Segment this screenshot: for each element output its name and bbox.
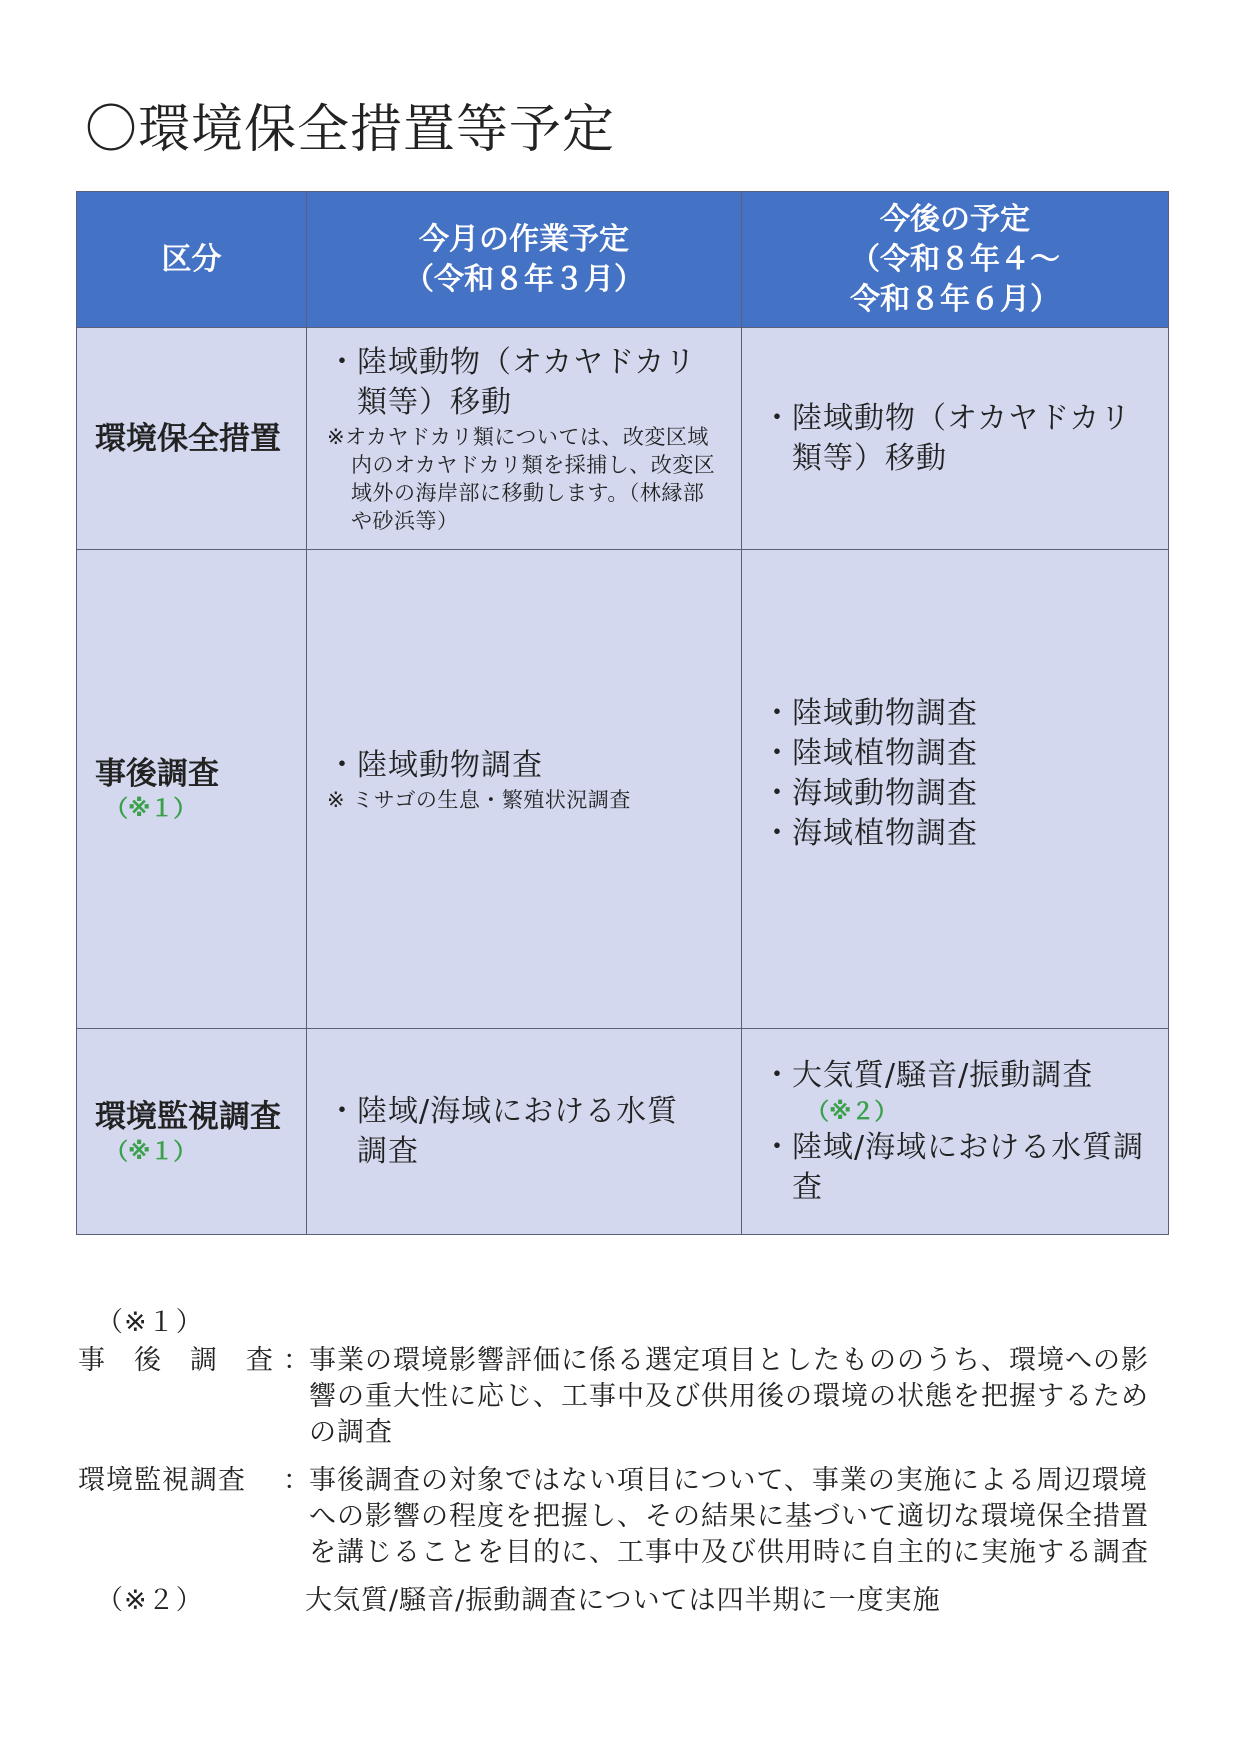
header-future-line-1: 今後の予定 xyxy=(880,201,1030,237)
table-row xyxy=(77,550,1169,1029)
category-note: （※１） xyxy=(105,1138,197,1165)
cell-note: ※オカヤドカリ類については、改変区域内のオカヤドカリ類を採捕し、改変区域外の海岸部に移動します。（林縁部や砂浜等） xyxy=(327,424,716,533)
list-item: ・ 陸域/海域における水質調査 xyxy=(327,1092,723,1172)
cell-note: ※ ミサゴの生息・繁殖状況調査 xyxy=(327,788,631,812)
definition-colon: ： xyxy=(283,1345,311,1376)
page-title: 〇環境保全措置等予定 xyxy=(85,100,616,160)
category-note: （※１） xyxy=(105,796,197,822)
future-cell xyxy=(742,1029,1169,1235)
category-label: 事後調査 xyxy=(95,756,219,792)
table-row xyxy=(77,1029,1169,1235)
footnote-mark-1: （※１） xyxy=(96,1307,204,1338)
list-item: ・ 陸域動物調査 xyxy=(327,746,723,786)
list-item: ・ 海域植物調査 xyxy=(762,814,1150,854)
list-item: ・ 大気質/騒音/振動調査 xyxy=(762,1056,1150,1096)
header-future-line-2: （令和８年４～ xyxy=(850,241,1060,277)
definition-item xyxy=(78,1343,1168,1451)
row-category xyxy=(77,1029,307,1235)
list-item: ・ 海域動物調査 xyxy=(762,774,1150,814)
list-item: ・ 陸域植物調査 xyxy=(762,734,1150,774)
footnote-2-text: 大気質/騒音/振動調査については四半期に一度実施 xyxy=(305,1585,941,1616)
header-future-line-3: 令和８年６月） xyxy=(850,281,1060,317)
row-category xyxy=(77,550,307,1029)
definition-term: 環境監視調査 xyxy=(78,1465,246,1496)
definition-desc: 事業の環境影響評価に係る選定項目としたもののうち、環境への影響の重大性に応じ、工事中及び供用後の環境の状態を把握するための調査 xyxy=(309,1345,1149,1448)
footnote-mark-2: （※２） xyxy=(96,1585,204,1616)
item-note: （※２） xyxy=(806,1098,898,1125)
this-month-cell xyxy=(307,1029,742,1235)
future-cell xyxy=(742,328,1169,550)
header-future xyxy=(742,192,1169,328)
list-item: ・ 陸域動物調査 xyxy=(762,694,1150,734)
list-item: ・ 陸域動物（オカヤドカリ類等）移動 xyxy=(762,399,1150,479)
header-this-month-line-1: 今月の作業予定 xyxy=(419,221,629,257)
future-cell xyxy=(742,550,1169,1029)
table-row xyxy=(77,328,1169,550)
header-this-month xyxy=(307,192,742,328)
footnotes xyxy=(78,1305,1168,1619)
definition-term: 事 後 調 査 xyxy=(78,1345,274,1376)
table-header-row xyxy=(77,192,1169,328)
header-category: 区分 xyxy=(77,192,307,328)
definition-desc: 事後調査の対象ではない項目について、事業の実施による周辺環境への影響の程度を把握し、その結果に基づいて適切な環境保全措置を講じることを目的に、工事中及び供用時に自主的に実施する調査 xyxy=(309,1465,1149,1568)
row-category xyxy=(77,328,307,550)
list-item: ・ 陸域動物（オカヤドカリ類等）移動 xyxy=(327,343,723,423)
schedule-table xyxy=(76,191,1169,1235)
this-month-cell xyxy=(307,550,742,1029)
header-this-month-line-2: （令和８年３月） xyxy=(404,261,644,297)
list-item: ・ 陸域/海域における水質調査 xyxy=(762,1128,1150,1208)
category-label: 環境保全措置 xyxy=(95,420,281,457)
definition-item xyxy=(78,1463,1168,1571)
category-label: 環境監視調査 xyxy=(95,1098,281,1135)
footnote-2 xyxy=(78,1583,1168,1619)
this-month-cell xyxy=(307,328,742,550)
definition-colon: ： xyxy=(283,1465,311,1496)
